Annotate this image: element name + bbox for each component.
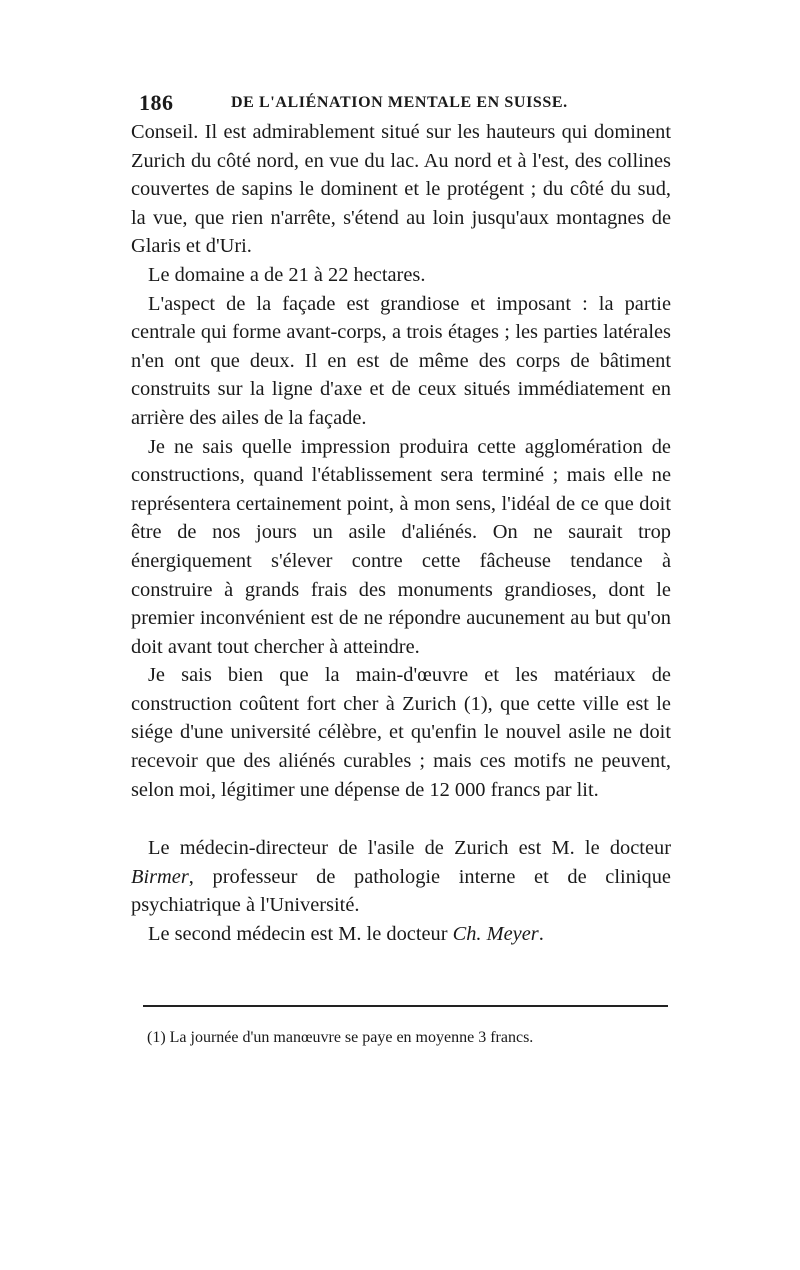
- paragraph-6-text-a: Le médecin-directeur de l'asile de Zurich est M. le docteur: [148, 837, 671, 860]
- footnote: (1) La journée d'un manœuvre se paye en moyenne 3 francs.: [147, 1029, 534, 1046]
- paragraph-6-text-b: , professeur de pathologie interne et de clinique psychiatrique à l'Université.: [131, 865, 671, 917]
- paragraph-1: Conseil. Il est admirablement situé sur les hauteurs qui dominent Zurich du côté nord, en vue du lac. Au nord et à l'est, des collines couvertes de sapins le dominent et le protégent ; du côté du sud, la vue, que rien n'arrête, s'étend au loin jusqu'aux montagnes de Glaris et d'Uri.: [131, 121, 671, 258]
- paragraph-3: L'aspect de la façade est grandiose et imposant : la partie centrale qui forme avant-corps, a trois étages ; les parties latérales n'en ont que deux. Il en est de même des corps de bâtiment construits sur la ligne d'axe et de ceux situés immédiatement en arrière des ailes de la façade.: [131, 292, 671, 429]
- paragraph-7: [131, 920, 671, 949]
- doctor-name-birmer: Birmer: [131, 865, 189, 888]
- page-header: [139, 90, 673, 120]
- paragraph-7-text-b: .: [538, 923, 544, 946]
- paragraph-7-text-a: Le second médecin est M. le docteur: [148, 923, 453, 946]
- paragraph-2: Le domaine a de 21 à 22 hectares.: [148, 263, 426, 286]
- paragraph-4: Je ne sais quelle impression produira cette agglomération de constructions, quand l'établissement sera terminé ; mais elle ne représentera certainement point, à mon sens, l'idéal de ce que doit être de nos jours un asile d'aliénés. On ne saurait trop énergiquement s'élever contre cette fâcheuse tendance à construire à grands frais des monuments grandioses, dont le premier inconvénient est de ne répondre aucunement au but qu'on doit avant tout chercher à atteindre.: [131, 435, 671, 658]
- page-number: 186: [139, 90, 174, 115]
- body-text: [131, 118, 671, 949]
- footnote-rule: [143, 1005, 668, 1007]
- doctor-name-meyer: Ch. Meyer: [452, 923, 539, 946]
- paragraph-6: [131, 834, 671, 920]
- running-head: DE L'ALIÉNATION MENTALE EN SUISSE.: [231, 94, 568, 111]
- paragraph-5: Je sais bien que la main-d'œuvre et les matériaux de construction coûtent fort cher à Zurich (1), que cette ville est le siége d'une université célèbre, et qu'enfin le nouvel asile ne doit recevoir que des aliénés curables ; mais ces motifs ne peuvent, selon moi, légitimer une dépense de 12 000 francs par lit.: [131, 664, 671, 801]
